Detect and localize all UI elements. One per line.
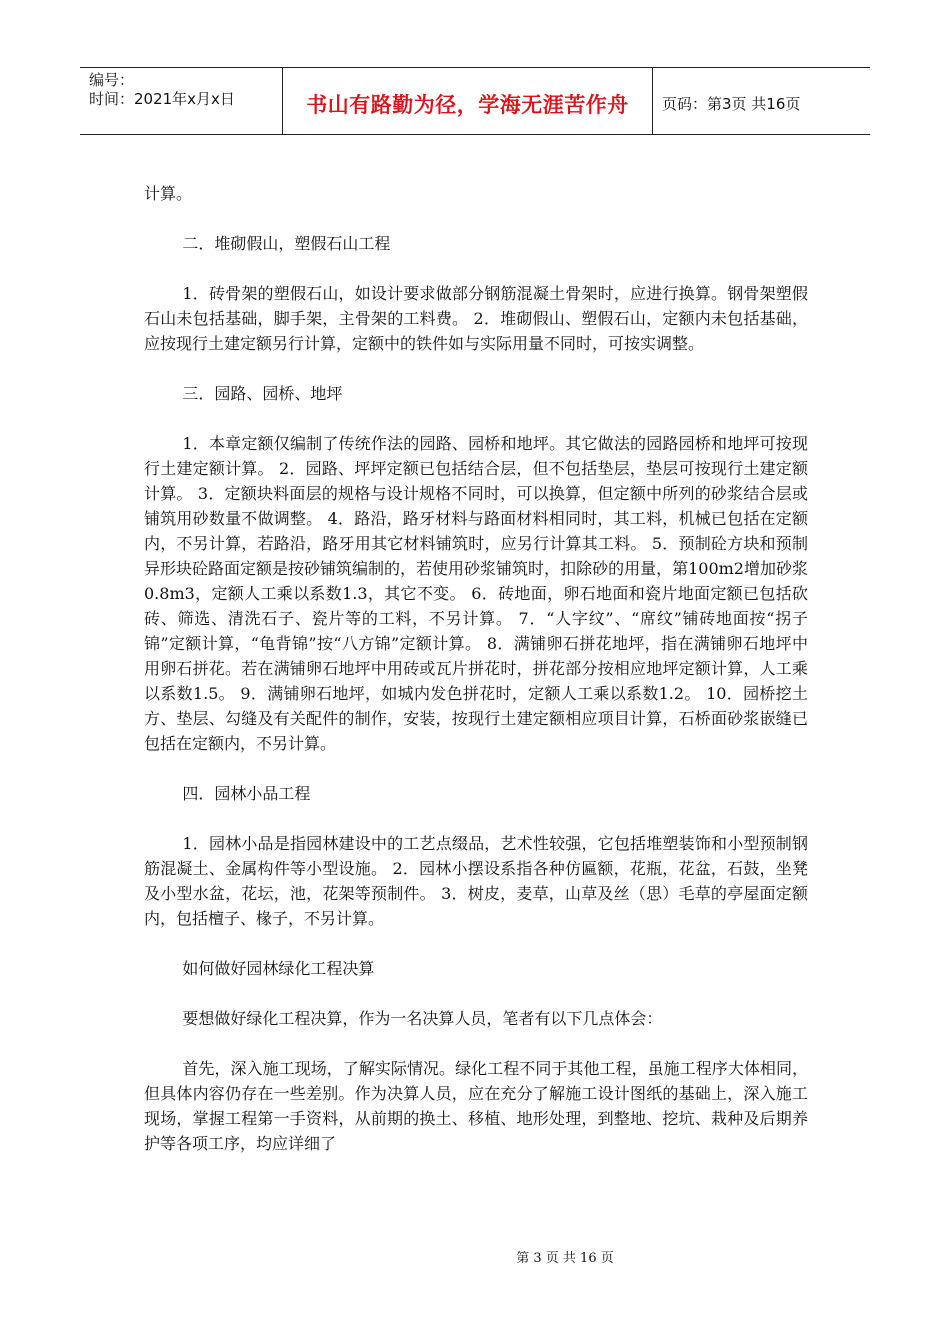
header-meta (80, 68, 283, 134)
document-date-label: 时间：2021年x月x日 (89, 90, 235, 108)
paragraph-first-point: 首先，深入施工现场，了解实际情况。绿化工程不同于其他工程，虽施工程序大体相同，但具体内容仍存在一些差别。作为决算人员，应在充分了解施工设计图纸的基础上，深入施工现场，掌握工程第一手资料，从前期的换土、移植、地形处理，到整地、挖坑、栽种及后期养护等各项工序，均应详细了 (144, 1059, 808, 1153)
paragraph-rockery-rules: 1．砖骨架的塑假石山，如设计要求做部分钢筋混凝土骨架时，应进行换算。钢骨架塑假石山未包括基础，脚手架，主骨架的工料费。 2．堆砌假山、塑假石山，定额内未包括基础，应按现行土建定额另行计算，定额中的铁件如与实际用量不同时，可按实调整。 (144, 284, 808, 353)
article-title: 如何做好园林绿化工程决算 (182, 959, 375, 978)
page-header (80, 67, 870, 135)
page-footer: 第 3 页 共 16 页 (516, 1251, 614, 1266)
section-heading-rockery: 二．堆砌假山，塑假石山工程 (182, 234, 391, 253)
paragraph-paths-rules: 1．本章定额仅编制了传统作法的园路、园桥和地坪。其它做法的园路园桥和地坪可按现行土建定额计算。 2．园路、坪坪定额已包括结合层，但不包括垫层，垫层可按现行土建定额计算。 3．定额块料面层的规格与设计规格不同时，可以换算，但定额中所列的砂浆结合层或铺筑用砂数量不做调整。 4．路沿，路牙材料与路面材料相同时，其工料，机械已包括在定额内，不另计算，若路沿，路牙用其它材料铺筑时，应另行计算其工料。 5．预制砼方块和预制异形块砼路面定额是按砂铺筑编制的，若使用砂浆铺筑时，扣除砂的用量，第100m2增加砂浆0.8m3，定额人工乘以系数1.3，其它不变。 6．砖地面，卵石地面和瓷片地面定额已包括砍砖、筛选、清洗石子、瓷片等的工料，不另计算。 7．“人字纹”、“席纹”铺砖地面按“拐子锦”定额计算，“龟背锦”按“八方锦”定额计算。 8．满铺卵石拼花地坪，指在满铺卵石地坪中用卵石拼花。若在满铺卵石地坪中用砖或瓦片拼花时，拼花部分按相应地坪定额计算，人工乘以系数1.5。 9．满铺卵石地坪，如城内发色拼花时，定额人工乘以系数1.2。 10．园桥挖土方、垫层、勾缝及有关配件的制作，安装，按现行土建定额相应项目计算，石桥面砂浆嵌缝已包括在定额内，不另计算。 (144, 434, 808, 753)
header-motto: 书山有路勤为径，学海无涯苦作舟 (283, 68, 653, 134)
section-heading-garden-features: 四．园林小品工程 (182, 784, 311, 803)
section-heading-paths: 三．园路、园桥、地坪 (182, 384, 343, 403)
paragraph-continuation: 计算。 (144, 184, 193, 203)
paragraph-garden-features-rules: 1．园林小品是指园林建设中的工艺点缀品，艺术性较强，它包括堆塑装饰和小型预制钢筋混凝土、金属构件等小型设施。 2．园林小摆设系指各种仿匾额，花瓶，花盆，石鼓，坐凳及小型水盆，花坛，池，花架等预制件。 3．树皮，麦草，山草及丝（思）毛草的亭屋面定额内，包括檀子、椽子，不另计算。 (144, 834, 808, 928)
document-body (144, 181, 808, 1181)
paragraph-intro: 要想做好绿化工程决算，作为一名决算人员，笔者有以下几点体会： (182, 1009, 663, 1028)
document-code-label: 编号： (89, 71, 135, 89)
header-page-info: 页码：第3页 共16页 (662, 94, 801, 113)
